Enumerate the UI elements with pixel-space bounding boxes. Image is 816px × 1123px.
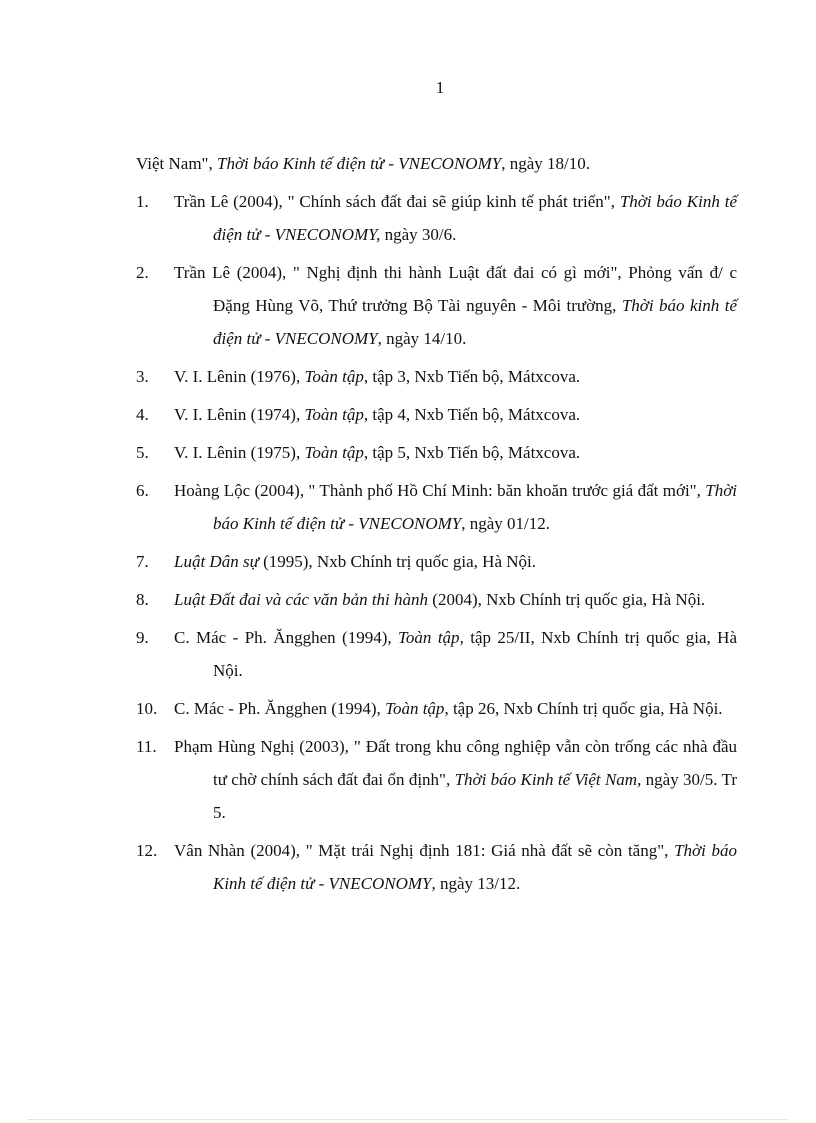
italic-title: Toàn tập [304, 443, 364, 462]
reference-number: 11. [136, 737, 157, 756]
italic-title: Toàn tập [385, 699, 445, 718]
reference-item [136, 185, 737, 251]
reference-number: 2. [136, 263, 149, 282]
reference-number: 4. [136, 405, 149, 424]
reference-item [136, 834, 737, 900]
reference-item [136, 583, 737, 616]
text-segment: , ngày 01/12. [461, 514, 550, 533]
reference-number: 6. [136, 481, 149, 500]
reference-list [136, 147, 737, 905]
text-segment: Trần Lê (2004), " Chính sách đất đai sẽ giúp kinh tế phát triển", [174, 192, 620, 211]
reference-number: 3. [136, 367, 149, 386]
reference-number: 12. [136, 841, 158, 860]
reference-item [136, 474, 737, 540]
reference-item [136, 621, 737, 687]
reference-item [136, 436, 737, 469]
reference-number: 5. [136, 443, 149, 462]
text-segment: , tập 4, Nxb Tiến bộ, Mátxcova. [363, 405, 581, 424]
text-segment: C. Mác - Ph. Ăngghen (1994), [174, 699, 386, 718]
text-segment: Việt Nam", [136, 154, 217, 173]
text-segment: , tập 25/II, Nxb Chính trị quốc gia, Hà Nội. [213, 628, 737, 680]
italic-title: Toàn tập [304, 367, 364, 386]
reference-number: 9. [136, 628, 149, 647]
text-segment: (1995), Nxb Chính trị quốc gia, Hà Nội. [258, 552, 536, 571]
text-segment: Trần Lê (2004), " Nghị định thi hành Luật đất đai có gì mới", Phỏng vấn đ/ c Đặng Hùng Võ, Thứ trưởng Bộ Tài nguyên - Môi trường, [174, 263, 737, 315]
italic-title: Thời báo kinh tế điện tử - VNECONOMY [213, 296, 737, 348]
text-segment: , ngày 30/5. Tr 5. [213, 770, 737, 822]
italic-title: Thời báo Kinh tế điện tử - VNECONOMY [213, 841, 737, 893]
italic-title: Thời báo Kinh tế điện tử - VNECONOMY, [213, 192, 737, 244]
text-segment: , tập 3, Nxb Tiến bộ, Mátxcova. [363, 367, 581, 386]
reference-number: 1. [136, 192, 149, 211]
italic-title: Thời báo Kinh tế điện tử - VNECONOMY [216, 154, 502, 173]
text-segment: Vân Nhàn (2004), " Mặt trái Nghị định 181: Giá nhà đất sẽ còn tăng", [174, 841, 675, 860]
reference-number: 10. [136, 699, 158, 718]
italic-title: Toàn tập [398, 628, 460, 647]
reference-number: 8. [136, 590, 149, 609]
text-segment: , ngày 18/10. [501, 154, 590, 173]
text-segment: (2004), Nxb Chính trị quốc gia, Hà Nội. [428, 590, 706, 609]
text-segment: Hoàng Lộc (2004), " Thành phố Hồ Chí Minh: băn khoăn trước giá đất mới", [174, 481, 706, 500]
page-number: 1 [435, 78, 445, 97]
text-segment: Phạm Hùng Nghị (2003), " Đất trong khu công nghiệp vẫn còn trống các nhà đầu tư chờ chính sách đất đai ổn định", [174, 737, 737, 789]
text-segment: , tập 5, Nxb Tiến bộ, Mátxcova. [363, 443, 581, 462]
reference-continuation [136, 147, 737, 180]
text-segment: V. I. Lênin (1974), [174, 405, 305, 424]
italic-title: Luật Dân sự [174, 552, 259, 571]
text-segment: , tập 26, Nxb Chính trị quốc gia, Hà Nội. [444, 699, 723, 718]
reference-item [136, 256, 737, 355]
reference-item [136, 398, 737, 431]
reference-number: 7. [136, 552, 149, 571]
italic-title: Thời báo Kinh tế Việt Nam [454, 770, 638, 789]
reference-item [136, 692, 737, 725]
text-segment: C. Mác - Ph. Ăngghen (1994), [174, 628, 399, 647]
text-segment: , ngày 13/12. [431, 874, 521, 893]
text-segment: ngày 30/6. [380, 225, 457, 244]
reference-item [136, 730, 737, 829]
text-segment: , ngày 14/10. [377, 329, 467, 348]
italic-title: Toàn tập [304, 405, 364, 424]
reference-item [136, 360, 737, 393]
text-segment: V. I. Lênin (1975), [174, 443, 305, 462]
reference-item [136, 545, 737, 578]
italic-title: Thời báo Kinh tế điện tử - VNECONOMY [213, 481, 737, 533]
italic-title: Luật Đất đai và các văn bản thi hành [174, 590, 429, 609]
page-bottom-divider [28, 1119, 788, 1120]
text-segment: V. I. Lênin (1976), [174, 367, 305, 386]
